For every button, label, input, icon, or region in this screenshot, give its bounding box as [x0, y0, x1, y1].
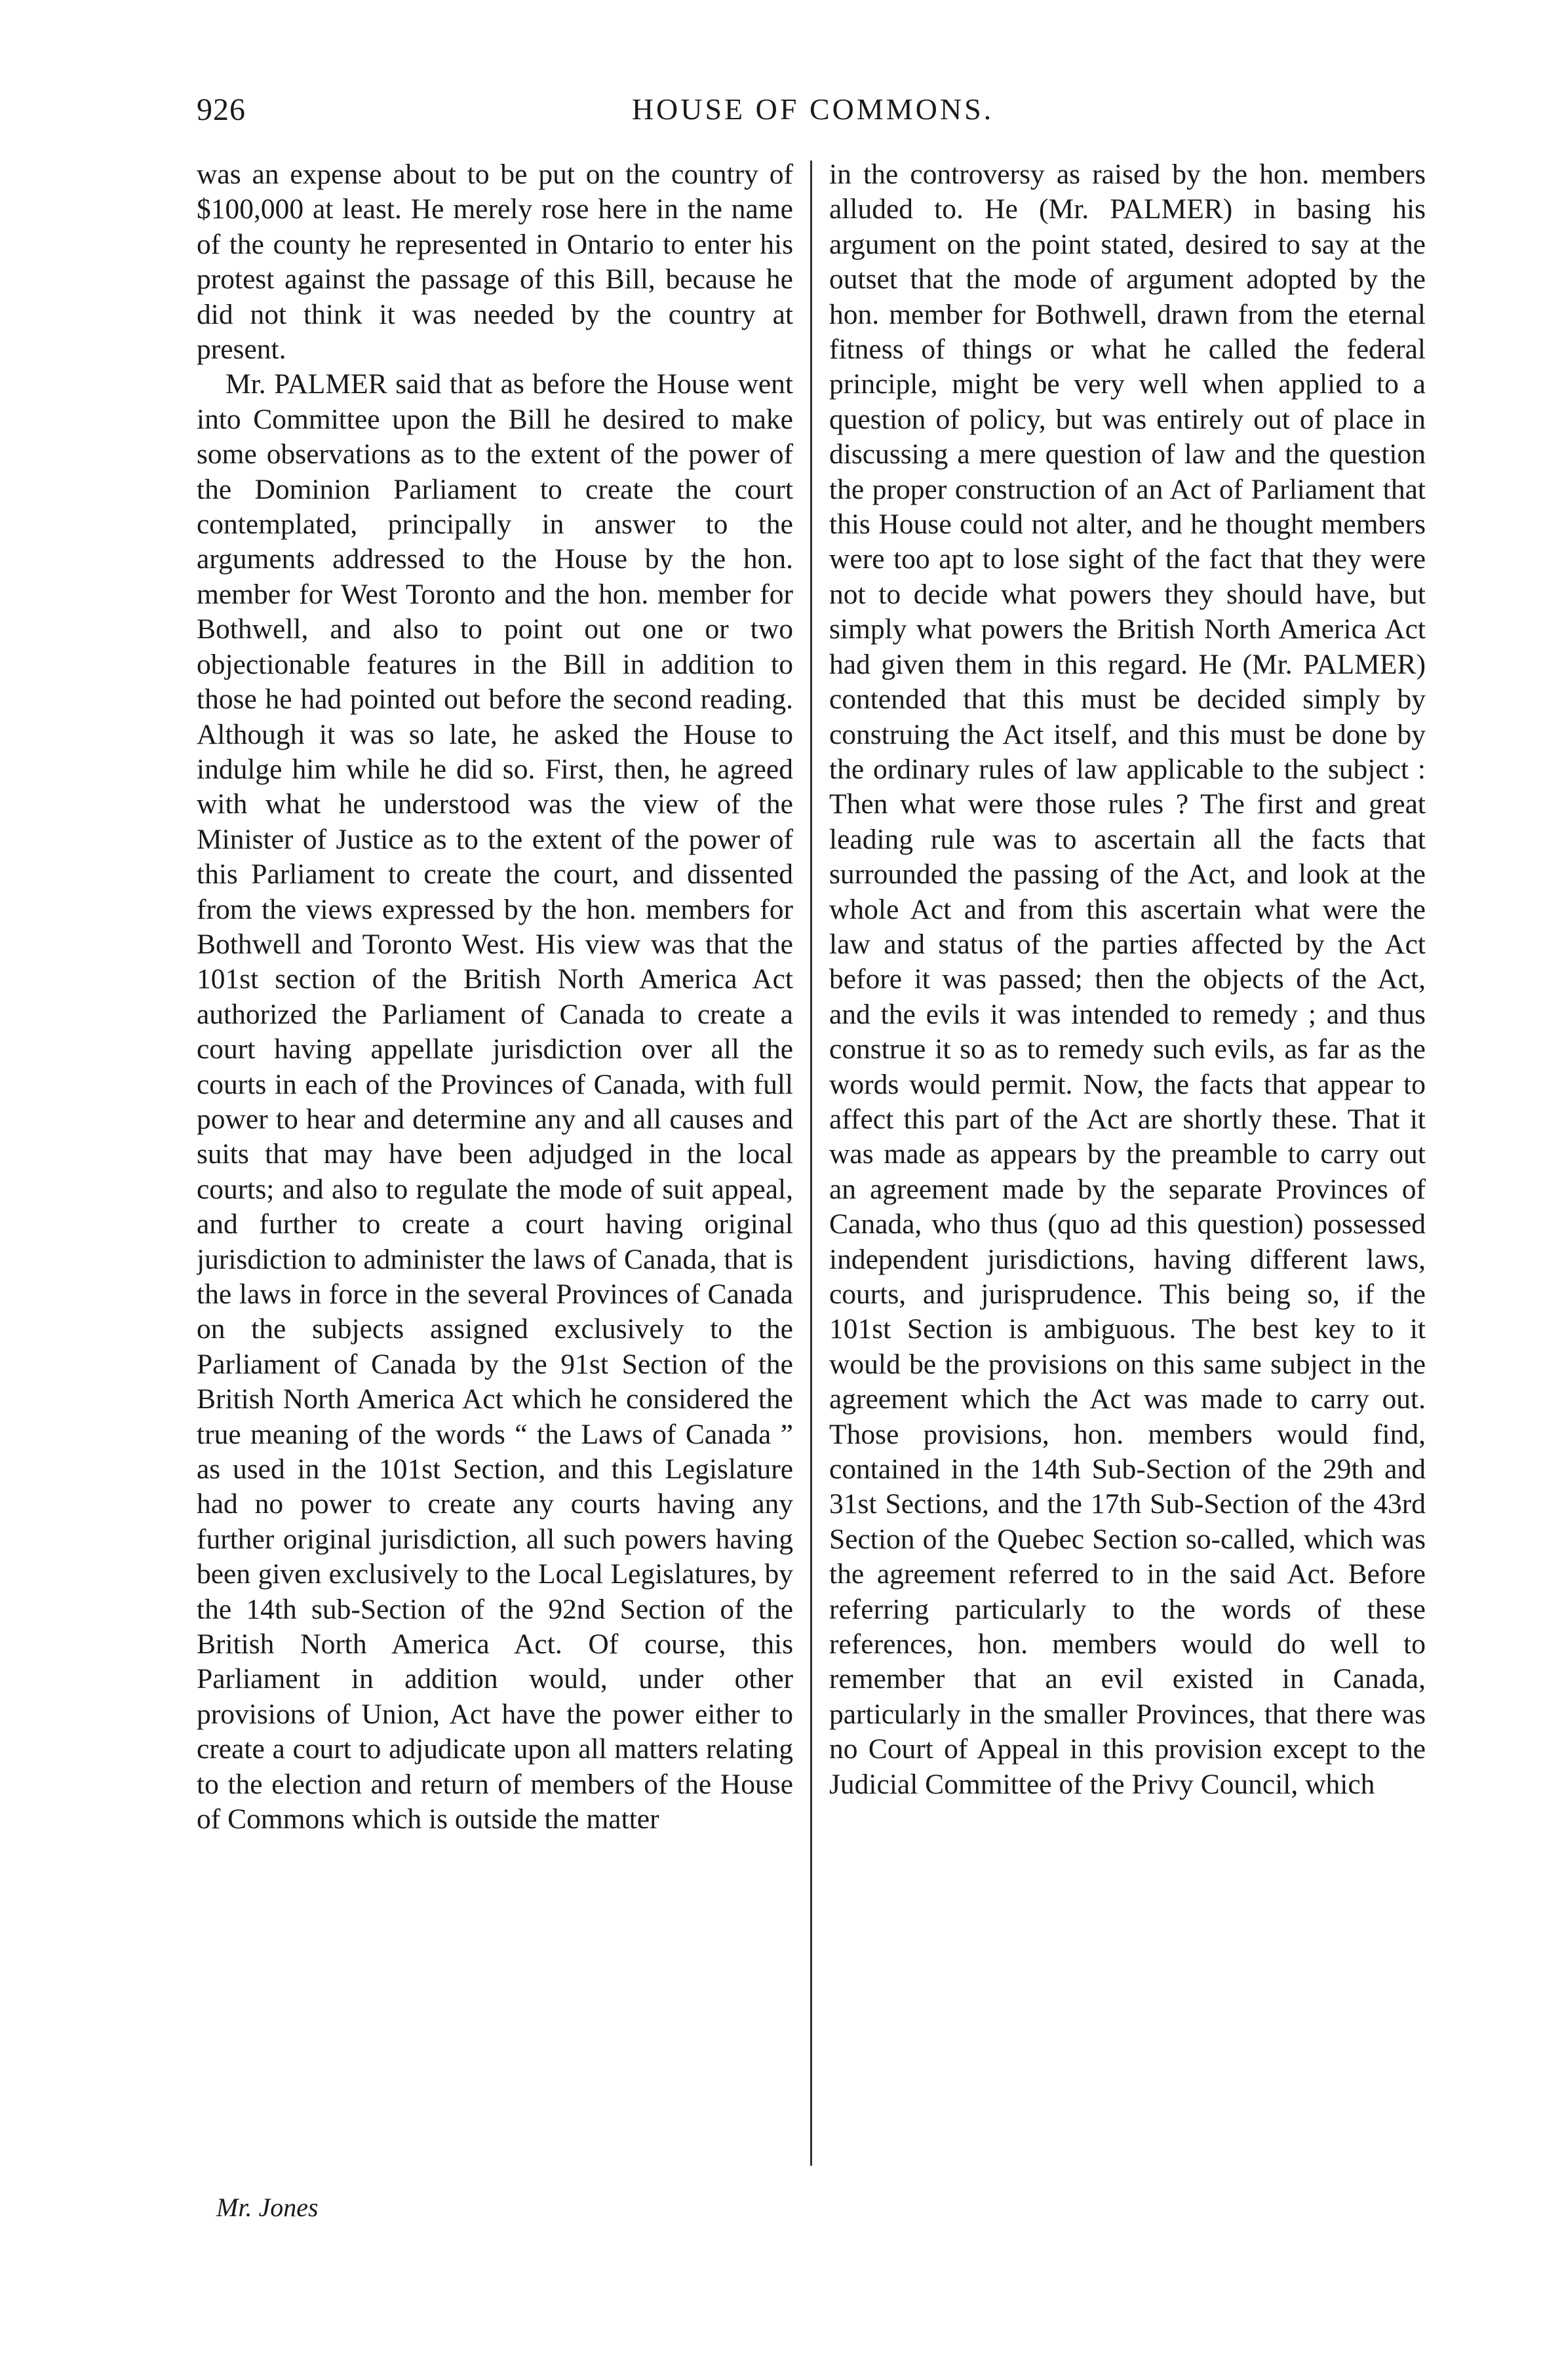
left-column [197, 157, 793, 2169]
running-head: HOUSE OF COMMONS. [631, 92, 994, 126]
right-column [829, 157, 1426, 2169]
left-paragraph-2: Mr. PALMER said that as before the House went into Committee upon the Bill he desired to make some observations as to the extent of the power of the Dominion Parliament to create the court contemplated, principally in answer to the arguments addressed to the House by the hon. member for West Toronto and the hon. member for Bothwell, and also to point out one or two objectionable features in the Bill in addition to those he had pointed out before the second reading. Although it was so late, he asked the House to indulge him while he did so. First, then, he agreed with what he understood was the view of the Minister of Justice as to the extent of the power of this Parliament to create the court, and dissented from the views expressed by the hon. members for Bothwell and Toronto West. His view was that the 101st section of the British North America Act authorized the Parliament of Canada to create a court having appellate jurisdiction over all the courts in each of the Provinces of Canada, with full power to hear and determine any and all causes and suits that may have been adjudged in the local courts; and also to regulate the mode of suit appeal, and further to create a court having original jurisdiction to administer the laws of Canada, that is the laws in force in the several Provinces of Canada on the subjects assigned exclusively to the Parliament of Canada by the 91st Section of the British North America Act which he considered the true meaning of the words “ the Laws of Canada ” as used in the 101st Section, and this Legislature had no power to create any courts having any further original jurisdiction, all such powers having been given exclusively to the Local Legislatures, by the 14th sub-Section of the 92nd Section of the British North America Act. Of course, this Parliament in addition would, under other provisions of Union, Act have the power either to create a court to adjudicate upon all matters relating to the election and return of members of the House of Commons which is outside the matter [197, 368, 793, 1835]
page-number: 926 [197, 92, 246, 127]
left-paragraph-1: was an expense about to be put on the country of $100,000 at least. He merely rose here in the name of the county he represented in Ontario to enter his protest against the passage of this Bill, because he did not think it was needed by the country at present. [197, 159, 793, 366]
page-header [197, 92, 1429, 144]
footer-speaker-note: Mr. Jones [216, 2193, 319, 2222]
right-paragraph-1: in the controversy as raised by the hon. members alluded to. He (Mr. PALMER) in basing his argument on the point stated, desired to say at the outset that the mode of argument adopted by the hon. member for Bothwell, drawn from the eternal fitness of things or what he called the federal principle, might be very well when applied to a question of policy, but was entirely out of place in discussing a mere question of law and the question the proper construction of an Act of Parliament that this House could not alter, and he thought members were too apt to lose sight of the fact that they were not to decide what powers they should have, but simply what powers the British North America Act had given them in this regard. He (Mr. PALMER) contended that this must be decided simply by construing the Act itself, and this must be done by the ordinary rules of law applicable to the subject : Then what were those rules ? The first and great leading rule was to ascertain all the facts that surrounded the passing of the Act, and look at the whole Act and from this ascertain what were the law and status of the parties affected by the Act before it was passed; then the objects of the Act, and the evils it was intended to remedy ; and thus construe it so as to remedy such evils, as far as the words would permit. Now, the facts that appear to affect this part of the Act are shortly these. That it was made as appears by the preamble to carry out an agreement made by the separate Provinces of Canada, who thus (quo ad this question) possessed independent jurisdictions, having different laws, courts, and jurisprudence. This being so, if the 101st Section is ambiguous. The best key to it would be the provisions on this same subject in the agreement which the Act was made to carry out. Those provisions, hon. members would find, contained in the 14th Sub-Section of the 29th and 31st Sections, and the 17th Sub-Section of the 43rd Section of the Quebec Section so-called, which was the agreement referred to in the said Act. Before referring particularly to the words of these references, hon. members would do well to remember that an evil existed in Canada, particularly in the smaller Provinces, that there was no Court of Appeal in this provision except to the Judicial Committee of the Privy Council, which [829, 159, 1426, 1800]
column-divider [810, 161, 812, 2166]
